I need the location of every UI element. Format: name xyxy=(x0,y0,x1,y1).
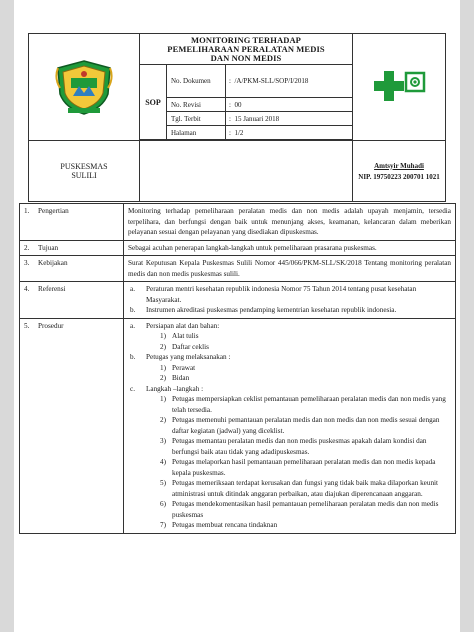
meta-key: Halaman xyxy=(167,126,226,140)
list-item: 5) Petugas memeriksaan terdapat kerusakan dan fungsi yang tidak baik maka dilaporkan keunit atministrasi untuk ditindak anggaran perbaikan, atau diajukan diperencanaan anggaran. xyxy=(160,479,439,498)
list-item: c. Langkah –langkah : 1) Petugas mempersiapkan ceklist pemantauan pemeliharaan peralatan medis dan non medis yang telah tersedia. 2) Petugas memenuhi pemantauan peralatan medis dan non medis dan non medis sesuai dengan daftar kegiatan (jadwal) yang diceklist. 3) Petugas memantau peralatan medis dan non medis puskesmas apakah dalam kondisi dan berfungsi baik atau tidak yang adadipuskesmas. 4) Petugas melaporkan hasil pemantauan pemeliharaan peralatan medis dan non medis kepada kepala puskesmas. 5) Petugas memeriksaan terdapat kerusakan dan fungsi yang tidak baik maka dilaporkan keunit atministrasi untuk ditindak anggaran perbaikan, atau diajukan diperencanaan anggaran. 6) Petugas mendekomentasikan hasil pemantauan pemeliharaan peralatan medis dan non medis puskesmas 7) Petugas membuat rencana tindaknan xyxy=(140,384,451,531)
section-row xyxy=(20,282,456,319)
section-label: 2. Tujuan xyxy=(20,240,124,256)
signer-name: Amtsyir Muhadi xyxy=(374,161,424,170)
left-logo-cell xyxy=(29,34,140,141)
list-item: 2) Petugas memenuhi pemantauan peralatan medis dan non medis dan non medis sesuai dengan daftar kegiatan (jadwal) yang diceklist. xyxy=(160,416,440,435)
list-item: 6) Petugas mendekomentasikan hasil pemantauan pemeliharaan peralatan medis dan non medis puskesmas xyxy=(160,500,439,519)
section-text: Surat Keputusan Kepala Puskesmas Sulili Nomor 445/066/PKM-SLL/SK/2018 Tentang monitoring peralatan medis dan non medis puskesmas sulili. xyxy=(124,256,456,282)
meta-value: : 00 xyxy=(226,98,353,112)
right-logo-cell xyxy=(353,34,446,141)
list-item: 3) Petugas memantau peralatan medis dan non medis puskesmas apakah dalam kondisi dan berfungsi baik atau tidak yang adadipuskesmas. xyxy=(160,437,427,456)
sop-header-table xyxy=(28,33,446,202)
meta-value: : 15 Januari 2018 xyxy=(226,112,353,126)
list-item: 1) Perawat xyxy=(160,363,196,372)
signer-nip: NIP. 19750223 200701 1021 xyxy=(358,172,440,181)
title-line-3: DAN NON MEDIS xyxy=(210,52,282,63)
organization-name: PUSKESMAS SULILI xyxy=(29,141,140,202)
signature-block xyxy=(353,141,446,202)
sop-label: SOP xyxy=(140,65,167,140)
list-item: 2) Daftar ceklis xyxy=(160,342,209,351)
blank-cell xyxy=(140,141,353,202)
list-item: 2) Bidan xyxy=(160,374,190,382)
meta-value: : /A/PKM-SLL/SOP/I/2018 xyxy=(226,65,353,98)
list-item: 1) Alat tulis xyxy=(160,332,199,340)
section-list xyxy=(124,282,456,319)
meta-value: : 1/2 xyxy=(226,126,353,140)
document-title xyxy=(140,34,353,65)
title-line-1: MONITORING TERHADAP xyxy=(191,34,301,45)
list-item: a. Peraturan mentri kesehatan republik indonesia Nomor 75 Tahun 2014 tentang pusat kesehatan Masyarakat. xyxy=(130,285,417,304)
list-item: b. Petugas yang melaksanakan : 1) Perawat 2) Bidan xyxy=(140,352,451,384)
title-line-2: PEMELIHARAAN PERALATAN MEDIS xyxy=(167,43,325,54)
regional-emblem-icon xyxy=(53,58,115,116)
section-row xyxy=(20,240,456,256)
section-label: 5. Prosedur xyxy=(20,318,124,533)
list-item: 7) Petugas membuat rencana tindaknan xyxy=(160,521,278,529)
section-label: 3. Kebijakan xyxy=(20,256,124,282)
section-row xyxy=(20,204,456,241)
list-item: 4) Petugas melaporkan hasil pemantauan pemeliharaan peralatan medis dan non medis kepada kepala puskesmas. xyxy=(160,458,436,477)
list-item: 1) Petugas mempersiapkan ceklist pemantauan pemeliharaan peralatan medis dan non medis yang telah tersedia. xyxy=(160,395,446,414)
meta-key: No. Revisi xyxy=(167,98,226,112)
section-row xyxy=(20,256,456,282)
section-text: Monitoring terhadap pemeliharaan peralatan medis dan non medis adalah upayah menjamin, tersedia terpelihara, dan berfungsi dengan baik untuk menunjang akses, keamanan, kelancaran dalam meberikan pelayanan sesuai dengan pelayanan yang disediakan dipuskesmas. xyxy=(124,204,456,241)
section-list xyxy=(124,318,456,533)
sop-content-table xyxy=(19,203,456,534)
meta-key: No. Dokumen xyxy=(167,65,226,98)
section-row xyxy=(20,318,456,533)
section-label: 1. Pengertian xyxy=(20,204,124,241)
meta-key: Tgl. Terbit xyxy=(167,112,226,126)
list-item: b. Instrumen akreditasi puskesmas pendamping kementrian kesehatan republik indonesia. xyxy=(130,306,397,314)
puskesmas-cross-icon xyxy=(370,67,428,107)
section-label: 4. Referensi xyxy=(20,282,124,319)
list-item: a. Persiapan alat dan bahan: 1) Alat tulis 2) Daftar ceklis xyxy=(140,321,451,353)
section-text: Sebagai acuhan penerapan langkah-langkah untuk pemeliharaan prasarana puskesmas. xyxy=(124,240,456,256)
